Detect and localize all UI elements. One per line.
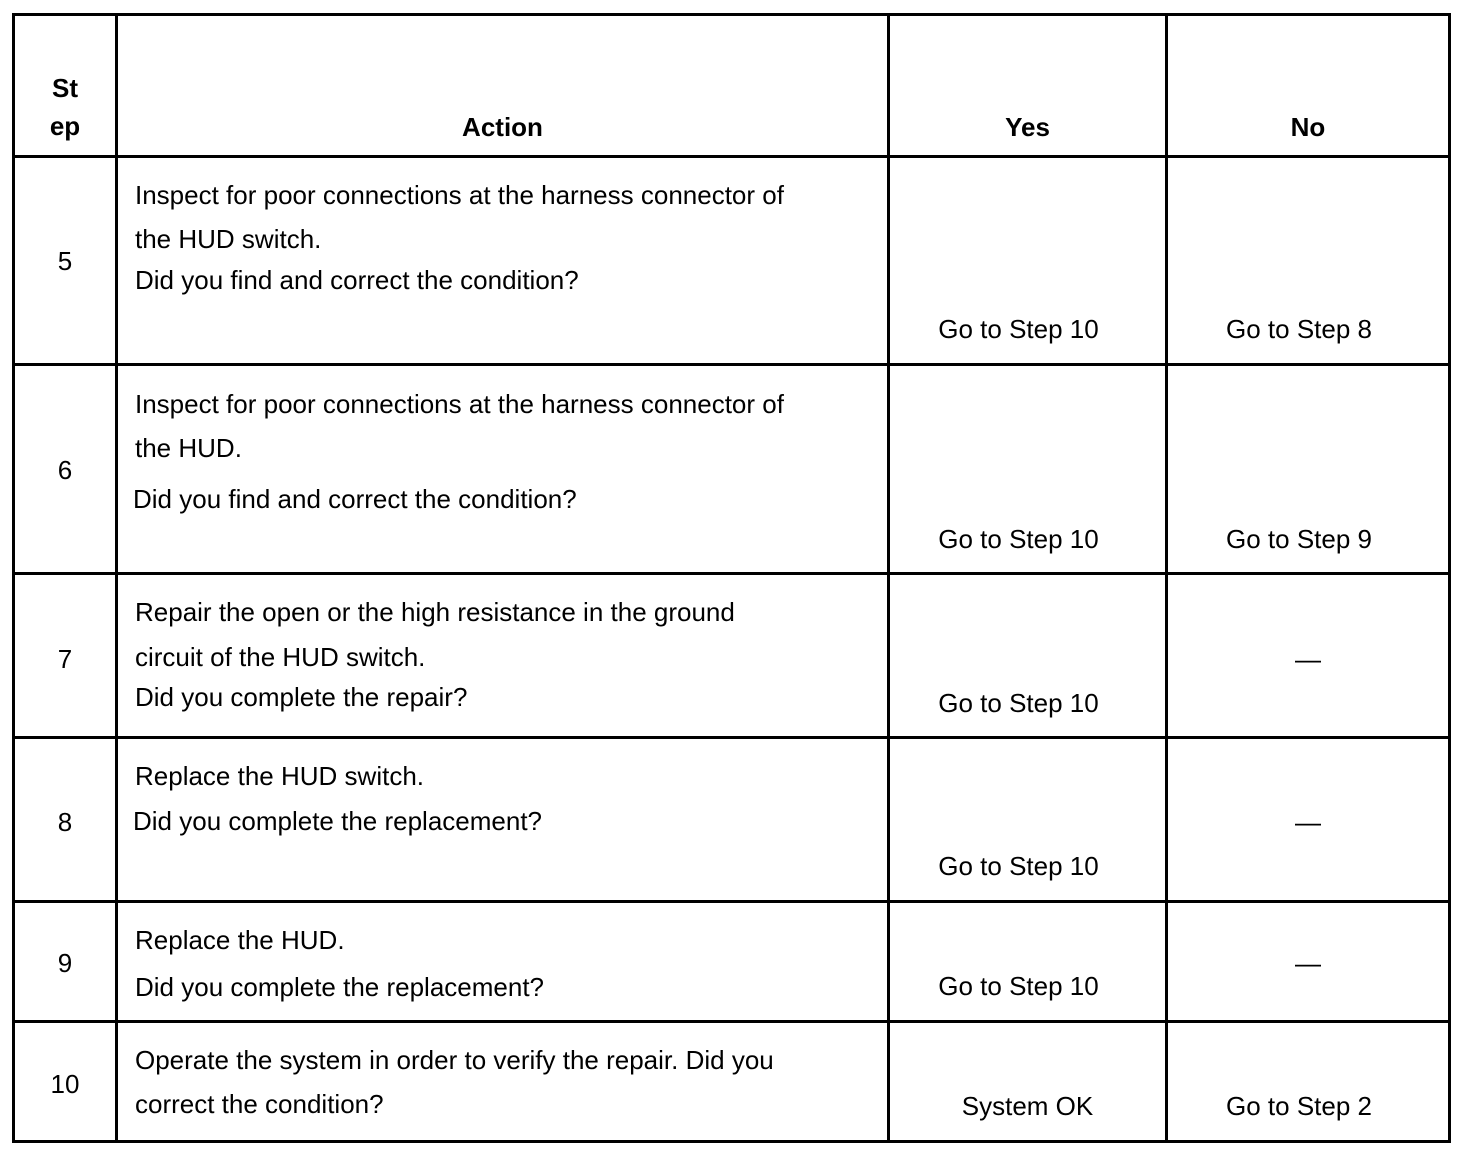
- step-number: 10: [50, 1069, 80, 1099]
- action-line: circuit of the HUD switch.: [135, 642, 426, 672]
- no-result: —: [1295, 644, 1321, 674]
- action-line: the HUD.: [135, 433, 242, 463]
- yes-result: Go to Step 10: [938, 688, 1099, 718]
- yes-cell: [889, 157, 1167, 365]
- action-line: Did you find and correct the condition?: [135, 265, 579, 295]
- step-cell: [14, 738, 117, 902]
- table-row: [14, 365, 1450, 574]
- action-line: Operate the system in order to verify the repair. Did you: [135, 1045, 774, 1075]
- yes-result: Go to Step 10: [938, 524, 1099, 554]
- step-number: 6: [57, 455, 73, 485]
- no-result: Go to Step 2: [1226, 1091, 1372, 1121]
- step-number: 7: [57, 644, 73, 674]
- header-action: Action: [117, 15, 889, 157]
- action-line: Repair the open or the high resistance in the ground: [135, 597, 735, 627]
- action-line: Inspect for poor connections at the harness connector of: [135, 180, 784, 210]
- no-cell: [1167, 157, 1450, 365]
- yes-cell: [889, 574, 1167, 738]
- action-line: Replace the HUD.: [135, 925, 345, 955]
- no-cell: [1167, 574, 1450, 738]
- no-cell: [1167, 1022, 1450, 1142]
- action-line: the HUD switch.: [135, 224, 322, 254]
- action-line: Did you complete the replacement?: [133, 806, 543, 836]
- no-result: Go to Step 9: [1226, 524, 1372, 554]
- step-cell: [14, 1022, 117, 1142]
- header-no: No: [1167, 15, 1450, 157]
- table-row: [14, 1022, 1450, 1142]
- step-number: 5: [57, 246, 73, 276]
- action-line: Did you complete the replacement?: [135, 972, 545, 1002]
- header-yes: Yes: [889, 15, 1167, 157]
- table-row: [14, 574, 1450, 738]
- action-cell: [117, 574, 889, 738]
- step-cell: [14, 365, 117, 574]
- table-row: [14, 902, 1450, 1022]
- yes-cell: [889, 738, 1167, 902]
- action-cell: [117, 157, 889, 365]
- yes-result: System OK: [961, 1091, 1094, 1121]
- no-cell: [1167, 738, 1450, 902]
- no-result: —: [1295, 948, 1321, 978]
- header-row: [14, 15, 1450, 157]
- step-cell: [14, 902, 117, 1022]
- step-number: 9: [57, 948, 73, 978]
- action-line: Replace the HUD switch.: [135, 761, 424, 791]
- action-cell: [117, 738, 889, 902]
- yes-cell: [889, 365, 1167, 574]
- diagnostic-table: [12, 13, 1451, 1143]
- action-cell: [117, 1022, 889, 1142]
- step-cell: [14, 157, 117, 365]
- no-cell: [1167, 902, 1450, 1022]
- action-line: correct the condition?: [135, 1089, 384, 1119]
- yes-result: Go to Step 10: [938, 314, 1099, 344]
- action-line: Inspect for poor connections at the harness connector of: [135, 389, 784, 419]
- yes-result: Go to Step 10: [938, 971, 1099, 1001]
- yes-cell: [889, 1022, 1167, 1142]
- step-number: 8: [57, 807, 73, 837]
- yes-result: Go to Step 10: [938, 851, 1099, 881]
- no-result: —: [1295, 807, 1321, 837]
- header-step: St ep: [14, 15, 117, 157]
- table-row: [14, 738, 1450, 902]
- action-line: Did you complete the repair?: [135, 682, 468, 712]
- action-cell: [117, 365, 889, 574]
- action-cell: [117, 902, 889, 1022]
- table-row: [14, 157, 1450, 365]
- action-line: Did you find and correct the condition?: [133, 484, 577, 514]
- no-cell: [1167, 365, 1450, 574]
- no-result: Go to Step 8: [1226, 314, 1372, 344]
- yes-cell: [889, 902, 1167, 1022]
- step-cell: [14, 574, 117, 738]
